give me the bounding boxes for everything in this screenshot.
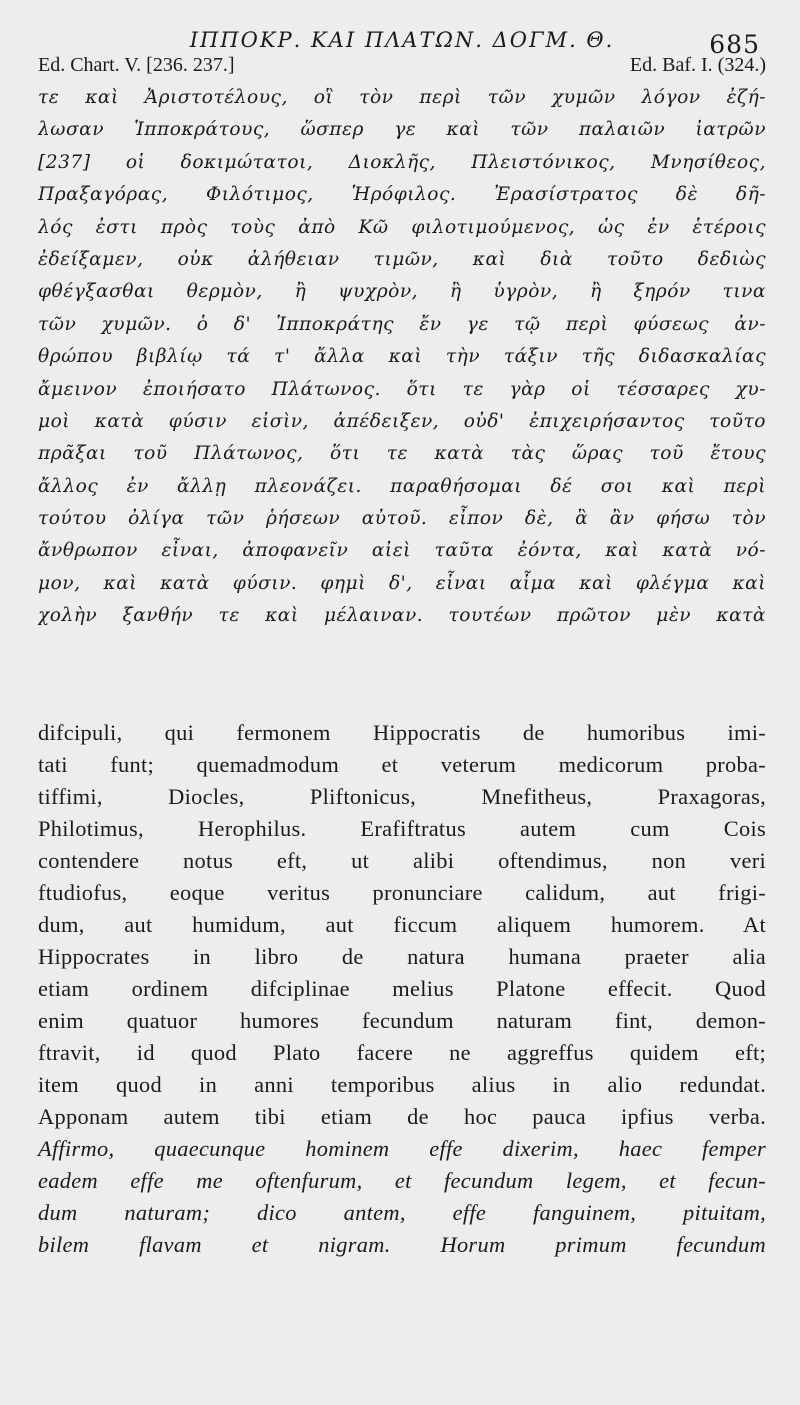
greek-line: [237] οἱ δοκιμώτατοι, Διοκλῆς, Πλειστόνικος, Μνησίθεος, <box>38 151 766 173</box>
latin-quote-line: Affirmo, quaecunque hominem effe dixerim, haec femper <box>38 1135 766 1161</box>
latin-line: tati funt; quemadmodum et veterum medicorum proba- <box>38 751 766 777</box>
latin-line: ftudiofus, eoque veritus pronunciare calidum, aut frigi- <box>38 879 766 905</box>
latin-line: contendere notus eft, ut alibi oftendimus, non veri <box>38 847 766 873</box>
greek-line: φθέγξασθαι θερμὸν, ἢ ψυχρὸν, ἢ ὑγρὸν, ἢ ξηρόν τινα <box>38 281 766 303</box>
latin-quote-line: bilem flavam et nigram. Horum primum fecundum <box>38 1231 766 1257</box>
greek-line: τούτου ὀλίγα τῶν ῥήσεων αὐτοῦ. εἶπον δὲ, ἃ ἂν φήσω τὸν <box>38 508 766 530</box>
greek-line: Πραξαγόρας, Φιλότιμος, Ἡρόφιλος. Ἐρασίστρατος δὲ δῆ- <box>38 184 766 206</box>
greek-text-block <box>38 82 766 633</box>
running-head <box>38 0 766 59</box>
greek-line: λός ἐστι πρὸς τοὺς ἀπὸ Κῶ φιλοτιμούμενος, ὡς ἐν ἑτέροις <box>38 216 766 238</box>
edition-line <box>38 54 766 82</box>
latin-line: tiffimi, Diocles, Pliftonicus, Mnefitheus, Praxagoras, <box>38 783 766 809</box>
greek-line: πρᾶξαι τοῦ Πλάτωνος, ὅτι τε κατὰ τὰς ὥρας τοῦ ἔτους <box>38 443 766 465</box>
greek-line: μοὶ κατὰ φύσιν εἰσὶν, ἀπέδειξεν, οὐδ' ἐπιχειρήσαντος τοῦτο <box>38 410 766 432</box>
latin-line: item quod in anni temporibus alius in alio redundat. <box>38 1071 766 1097</box>
greek-line: ἄμεινον ἐποιήσατο Πλάτωνος. ὅτι τε γὰρ οἱ τέσσαρες χυ- <box>38 378 766 400</box>
greek-line: ἐδείξαμεν, οὐκ ἀλήθειαν τιμῶν, καὶ διὰ τοῦτο δεδιὼς <box>38 248 766 270</box>
edition-left: Ed. Chart. V. [236. 237.] <box>38 54 235 76</box>
greek-line: χολὴν ξανθήν τε καὶ μέλαιναν. τουτέων πρῶτον μὲν κατὰ <box>38 605 766 627</box>
latin-line: Philotimus, Herophilus. Erafiftratus autem cum Cois <box>38 815 766 841</box>
running-title: ΙΠΠΟΚΡ. ΚΑΙ ΠΛΑΤΩΝ. ΔΟΓΜ. Θ. <box>189 28 615 52</box>
latin-line: dum, aut humidum, aut ficcum aliquem humorem. At <box>38 911 766 937</box>
latin-text-block <box>38 717 766 1261</box>
latin-quote-line: dum naturam; dico antem, effe fanguinem, pituitam, <box>38 1199 766 1225</box>
greek-line: τε καὶ Ἀριστοτέλους, οἳ τὸν περὶ τῶν χυμῶν λόγον ἐζή- <box>38 87 766 108</box>
page-number: 685 <box>709 30 760 59</box>
greek-line: ἄλλος ἐν ἄλλῃ πλεονάζει. παραθήσομαι δέ σοι καὶ περὶ <box>38 475 766 497</box>
latin-quote-line: eadem effe me oftenfurum, et fecundum legem, et fecun- <box>38 1167 766 1193</box>
edition-right: Ed. Baf. I. (324.) <box>629 54 766 76</box>
greek-line: θρώπου βιβλίῳ τά τ' ἄλλα καὶ τὴν τάξιν τῆς διδασκαλίας <box>38 346 766 368</box>
latin-line: Apponam autem tibi etiam de hoc pauca ipfius verba. <box>38 1103 766 1129</box>
greek-line: τῶν χυμῶν. ὁ δ' Ἱπποκράτης ἔν γε τῷ περὶ φύσεως ἀν- <box>38 313 766 335</box>
latin-line: ftravit, id quod Plato facere ne aggreffus quidem eft; <box>38 1039 766 1065</box>
latin-line: etiam ordinem difciplinae melius Platone effecit. Quod <box>38 975 766 1001</box>
latin-line: difcipuli, qui fermonem Hippocratis de humoribus imi- <box>38 719 766 745</box>
greek-line: μον, καὶ κατὰ φύσιν. φημὶ δ', εἶναι αἷμα καὶ φλέγμα καὶ <box>38 572 766 594</box>
latin-line: Hippocrates in libro de natura humana praeter alia <box>38 943 766 969</box>
greek-line: ἄνθρωπον εἶναι, ἀποφανεῖν αἰεὶ ταῦτα ἐόντα, καὶ κατὰ νό- <box>38 540 766 562</box>
greek-line: λωσαν Ἱπποκράτους, ὥσπερ γε καὶ τῶν παλαιῶν ἰατρῶν <box>38 119 766 141</box>
latin-line: enim quatuor humores fecundum naturam fint, demon- <box>38 1007 766 1033</box>
